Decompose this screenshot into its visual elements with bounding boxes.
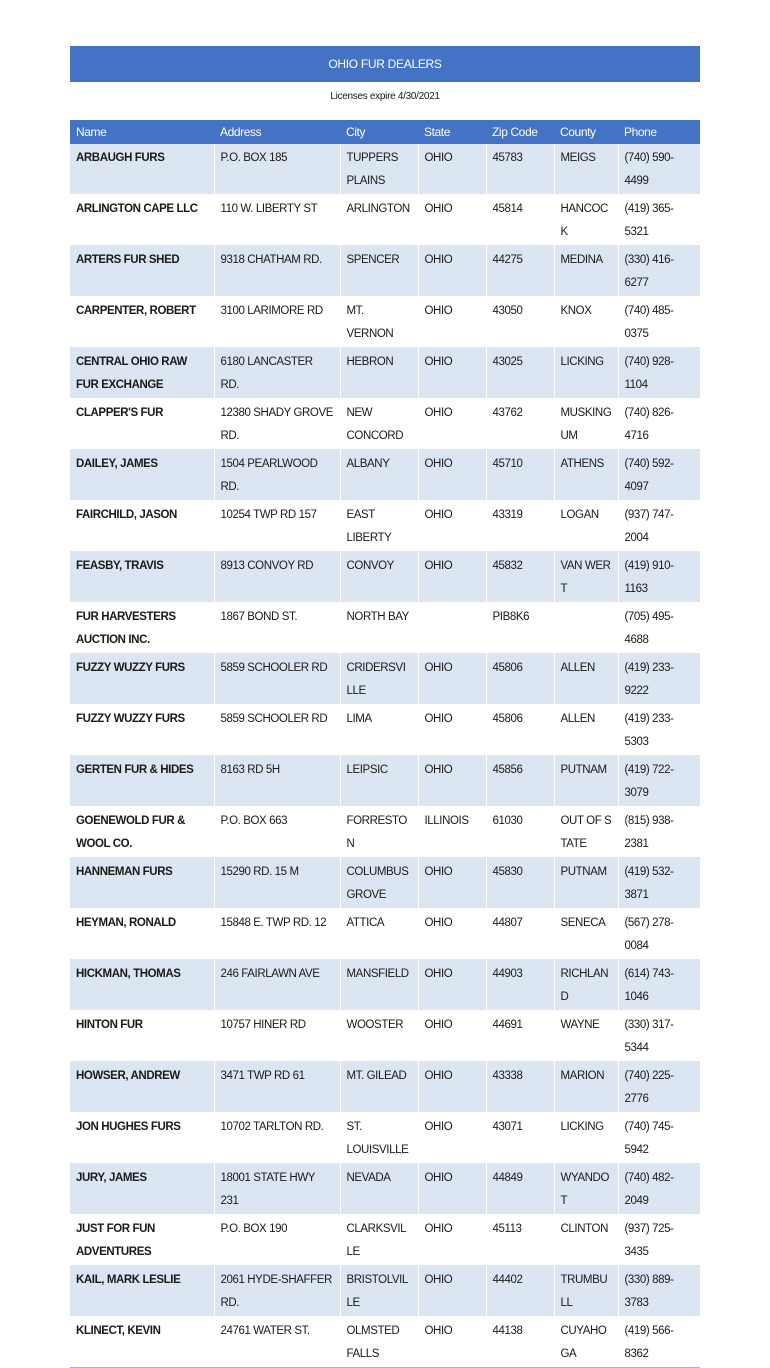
cell-address: P.O. BOX 185	[214, 144, 340, 195]
cell-address: 6180 LANCASTER RD.	[214, 348, 340, 399]
cell-city: CRIDERSVILLE	[340, 654, 418, 705]
cell-county: ALLEN	[554, 705, 618, 756]
cell-county: WAYNE	[554, 1011, 618, 1062]
cell-state: OHIO	[418, 1164, 486, 1215]
cell-address: 12380 SHADY GROVE RD.	[214, 399, 340, 450]
cell-county: KNOX	[554, 297, 618, 348]
cell-address: 10757 HINER RD	[214, 1011, 340, 1062]
cell-city: LEIPSIC	[340, 756, 418, 807]
table-row	[70, 246, 700, 297]
table-row	[70, 960, 700, 1011]
cell-phone: (740) 592-4097	[618, 450, 700, 501]
table-row	[70, 501, 700, 552]
cell-county: LICKING	[554, 348, 618, 399]
cell-city: ARLINGTON	[340, 195, 418, 246]
cell-zip: 45814	[486, 195, 554, 246]
cell-city: ALBANY	[340, 450, 418, 501]
cell-zip: 61030	[486, 807, 554, 858]
cell-county: CLINTON	[554, 1215, 618, 1266]
cell-city: ST. LOUISVILLE	[340, 1113, 418, 1164]
cell-state: OHIO	[418, 654, 486, 705]
cell-name: GERTEN FUR & HIDES	[70, 756, 214, 807]
cell-state: OHIO	[418, 756, 486, 807]
cell-address: 10254 TWP RD 157	[214, 501, 340, 552]
cell-zip: 45806	[486, 705, 554, 756]
cell-address: 246 FAIRLAWN AVE	[214, 960, 340, 1011]
table-row	[70, 399, 700, 450]
cell-address: P.O. BOX 663	[214, 807, 340, 858]
cell-city: OLMSTED FALLS	[340, 1317, 418, 1368]
cell-zip: 44849	[486, 1164, 554, 1215]
cell-county: OUT OF STATE	[554, 807, 618, 858]
cell-name: JURY, JAMES	[70, 1164, 214, 1215]
cell-zip: 45783	[486, 144, 554, 195]
cell-zip: 45830	[486, 858, 554, 909]
table-row	[70, 450, 700, 501]
cell-zip: PIB8K6	[486, 603, 554, 654]
cell-name: HANNEMAN FURS	[70, 858, 214, 909]
cell-city: EAST LIBERTY	[340, 501, 418, 552]
cell-city: LIMA	[340, 705, 418, 756]
cell-name: ARBAUGH FURS	[70, 144, 214, 195]
cell-city: CONVOY	[340, 552, 418, 603]
cell-name: CLAPPER'S FUR	[70, 399, 214, 450]
cell-name: GOENEWOLD FUR & WOOL CO.	[70, 807, 214, 858]
cell-county: MEIGS	[554, 144, 618, 195]
cell-zip: 44807	[486, 909, 554, 960]
cell-address: 110 W. LIBERTY ST	[214, 195, 340, 246]
cell-name: CENTRAL OHIO RAW FUR EXCHANGE	[70, 348, 214, 399]
cell-city: HEBRON	[340, 348, 418, 399]
cell-state: OHIO	[418, 246, 486, 297]
table-row	[70, 807, 700, 858]
cell-name: FAIRCHILD, JASON	[70, 501, 214, 552]
cell-zip: 43071	[486, 1113, 554, 1164]
cell-state: OHIO	[418, 909, 486, 960]
column-header-state: State	[418, 120, 486, 144]
cell-phone: (740) 225-2776	[618, 1062, 700, 1113]
cell-zip: 43025	[486, 348, 554, 399]
cell-phone: (419) 365-5321	[618, 195, 700, 246]
cell-address: 8163 RD 5H	[214, 756, 340, 807]
document	[70, 46, 700, 1368]
cell-county: MUSKINGUM	[554, 399, 618, 450]
cell-address: 5859 SCHOOLER RD	[214, 705, 340, 756]
dealers-table	[70, 120, 700, 1368]
cell-city: TUPPERS PLAINS	[340, 144, 418, 195]
cell-zip: 44402	[486, 1266, 554, 1317]
cell-city: WOOSTER	[340, 1011, 418, 1062]
cell-name: JON HUGHES FURS	[70, 1113, 214, 1164]
cell-state: OHIO	[418, 144, 486, 195]
cell-name: CARPENTER, ROBERT	[70, 297, 214, 348]
cell-phone: (705) 495-4688	[618, 603, 700, 654]
cell-state: OHIO	[418, 1215, 486, 1266]
cell-address: 9318 CHATHAM RD.	[214, 246, 340, 297]
cell-state: OHIO	[418, 399, 486, 450]
table-row	[70, 858, 700, 909]
column-header-city: City	[340, 120, 418, 144]
cell-name: HINTON FUR	[70, 1011, 214, 1062]
cell-state: OHIO	[418, 1011, 486, 1062]
cell-phone: (740) 485-0375	[618, 297, 700, 348]
cell-state: OHIO	[418, 705, 486, 756]
cell-state: OHIO	[418, 501, 486, 552]
cell-phone: (815) 938-2381	[618, 807, 700, 858]
cell-city: CLARKSVILLE	[340, 1215, 418, 1266]
cell-zip: 44275	[486, 246, 554, 297]
cell-address: P.O. BOX 190	[214, 1215, 340, 1266]
table-row	[70, 1266, 700, 1317]
table-row	[70, 1215, 700, 1266]
column-header-address: Address	[214, 120, 340, 144]
cell-phone: (740) 826-4716	[618, 399, 700, 450]
cell-name: FEASBY, TRAVIS	[70, 552, 214, 603]
table-row	[70, 1113, 700, 1164]
cell-phone: (937) 725-3435	[618, 1215, 700, 1266]
cell-zip: 44691	[486, 1011, 554, 1062]
cell-state: OHIO	[418, 1266, 486, 1317]
cell-state: OHIO	[418, 858, 486, 909]
spacer	[70, 110, 700, 120]
cell-county: HANCOCK	[554, 195, 618, 246]
cell-address: 1504 PEARLWOOD RD.	[214, 450, 340, 501]
cell-address: 3100 LARIMORE RD	[214, 297, 340, 348]
cell-county: MARION	[554, 1062, 618, 1113]
cell-city: MANSFIELD	[340, 960, 418, 1011]
table-row	[70, 552, 700, 603]
cell-city: FORRESTON	[340, 807, 418, 858]
cell-county: RICHLAND	[554, 960, 618, 1011]
table-row	[70, 654, 700, 705]
cell-address: 1867 BOND ST.	[214, 603, 340, 654]
cell-zip: 45710	[486, 450, 554, 501]
table-row	[70, 1317, 700, 1368]
cell-phone: (740) 928-1104	[618, 348, 700, 399]
document-subtitle: Licenses expire 4/30/2021	[330, 90, 440, 102]
cell-zip: 43050	[486, 297, 554, 348]
cell-name: HEYMAN, RONALD	[70, 909, 214, 960]
cell-zip: 45113	[486, 1215, 554, 1266]
cell-state: OHIO	[418, 348, 486, 399]
table-row	[70, 909, 700, 960]
cell-county: PUTNAM	[554, 858, 618, 909]
cell-address: 2061 HYDE-SHAFFER RD.	[214, 1266, 340, 1317]
cell-name: KLINECT, KEVIN	[70, 1317, 214, 1368]
cell-state: OHIO	[418, 1317, 486, 1368]
cell-phone: (567) 278-0084	[618, 909, 700, 960]
column-header-name: Name	[70, 120, 214, 144]
cell-state: OHIO	[418, 1062, 486, 1113]
cell-address: 10702 TARLTON RD.	[214, 1113, 340, 1164]
cell-phone: (740) 590-4499	[618, 144, 700, 195]
cell-city: SPENCER	[340, 246, 418, 297]
table-row	[70, 1062, 700, 1113]
cell-state: OHIO	[418, 297, 486, 348]
cell-address: 5859 SCHOOLER RD	[214, 654, 340, 705]
cell-state: OHIO	[418, 960, 486, 1011]
cell-zip: 43762	[486, 399, 554, 450]
cell-name: HICKMAN, THOMAS	[70, 960, 214, 1011]
cell-city: BRISTOLVILLE	[340, 1266, 418, 1317]
table-row	[70, 756, 700, 807]
cell-county: WYANDOT	[554, 1164, 618, 1215]
cell-county: TRUMBULL	[554, 1266, 618, 1317]
cell-zip: 45856	[486, 756, 554, 807]
cell-state: OHIO	[418, 195, 486, 246]
table-row	[70, 1164, 700, 1215]
cell-county: VAN WERT	[554, 552, 618, 603]
cell-county: LICKING	[554, 1113, 618, 1164]
table-row	[70, 1011, 700, 1062]
cell-phone: (614) 743-1046	[618, 960, 700, 1011]
cell-city: MT. VERNON	[340, 297, 418, 348]
table-header-row	[70, 120, 700, 144]
cell-phone: (330) 416-6277	[618, 246, 700, 297]
cell-county: CUYAHOGA	[554, 1317, 618, 1368]
cell-name: ARTERS FUR SHED	[70, 246, 214, 297]
cell-state	[418, 603, 486, 654]
table-row	[70, 603, 700, 654]
cell-address: 24761 WATER ST.	[214, 1317, 340, 1368]
cell-county: MEDINA	[554, 246, 618, 297]
cell-name: KAIL, MARK LESLIE	[70, 1266, 214, 1317]
cell-city: NEW CONCORD	[340, 399, 418, 450]
cell-name: HOWSER, ANDREW	[70, 1062, 214, 1113]
cell-name: FUZZY WUZZY FURS	[70, 654, 214, 705]
column-header-county: County	[554, 120, 618, 144]
cell-state: OHIO	[418, 450, 486, 501]
cell-phone: (740) 745-5942	[618, 1113, 700, 1164]
cell-name: JUST FOR FUN ADVENTURES	[70, 1215, 214, 1266]
cell-county: ALLEN	[554, 654, 618, 705]
table-row	[70, 195, 700, 246]
cell-phone: (330) 889-3783	[618, 1266, 700, 1317]
cell-state: OHIO	[418, 1113, 486, 1164]
cell-name: FUR HARVESTERS AUCTION INC.	[70, 603, 214, 654]
cell-city: NEVADA	[340, 1164, 418, 1215]
cell-address: 3471 TWP RD 61	[214, 1062, 340, 1113]
cell-phone: (419) 566-8362	[618, 1317, 700, 1368]
table-row	[70, 144, 700, 195]
cell-zip: 43338	[486, 1062, 554, 1113]
cell-state: ILLINOIS	[418, 807, 486, 858]
table-row	[70, 297, 700, 348]
cell-address: 18001 STATE HWY 231	[214, 1164, 340, 1215]
cell-county: PUTNAM	[554, 756, 618, 807]
cell-county: LOGAN	[554, 501, 618, 552]
cell-zip: 43319	[486, 501, 554, 552]
cell-name: DAILEY, JAMES	[70, 450, 214, 501]
document-title: OHIO FUR DEALERS	[70, 46, 700, 82]
cell-address: 15290 RD. 15 M	[214, 858, 340, 909]
cell-state: OHIO	[418, 552, 486, 603]
cell-phone: (937) 747-2004	[618, 501, 700, 552]
cell-phone: (419) 233-5303	[618, 705, 700, 756]
cell-address: 15848 E. TWP RD. 12	[214, 909, 340, 960]
cell-name: FUZZY WUZZY FURS	[70, 705, 214, 756]
table-row	[70, 705, 700, 756]
cell-address: 8913 CONVOY RD	[214, 552, 340, 603]
cell-zip: 44138	[486, 1317, 554, 1368]
column-header-zip: Zip Code	[486, 120, 554, 144]
column-header-phone: Phone	[618, 120, 700, 144]
cell-city: MT. GILEAD	[340, 1062, 418, 1113]
cell-phone: (330) 317-5344	[618, 1011, 700, 1062]
cell-phone: (419) 532-3871	[618, 858, 700, 909]
cell-phone: (419) 910-1163	[618, 552, 700, 603]
cell-zip: 45806	[486, 654, 554, 705]
cell-county: SENECA	[554, 909, 618, 960]
cell-county: ATHENS	[554, 450, 618, 501]
cell-phone: (419) 233-9222	[618, 654, 700, 705]
cell-county	[554, 603, 618, 654]
cell-phone: (419) 722-3079	[618, 756, 700, 807]
cell-zip: 44903	[486, 960, 554, 1011]
cell-zip: 45832	[486, 552, 554, 603]
cell-city: ATTICA	[340, 909, 418, 960]
cell-city: COLUMBUS GROVE	[340, 858, 418, 909]
table-row	[70, 348, 700, 399]
cell-phone: (740) 482-2049	[618, 1164, 700, 1215]
cell-city: NORTH BAY	[340, 603, 418, 654]
cell-name: ARLINGTON CAPE LLC	[70, 195, 214, 246]
